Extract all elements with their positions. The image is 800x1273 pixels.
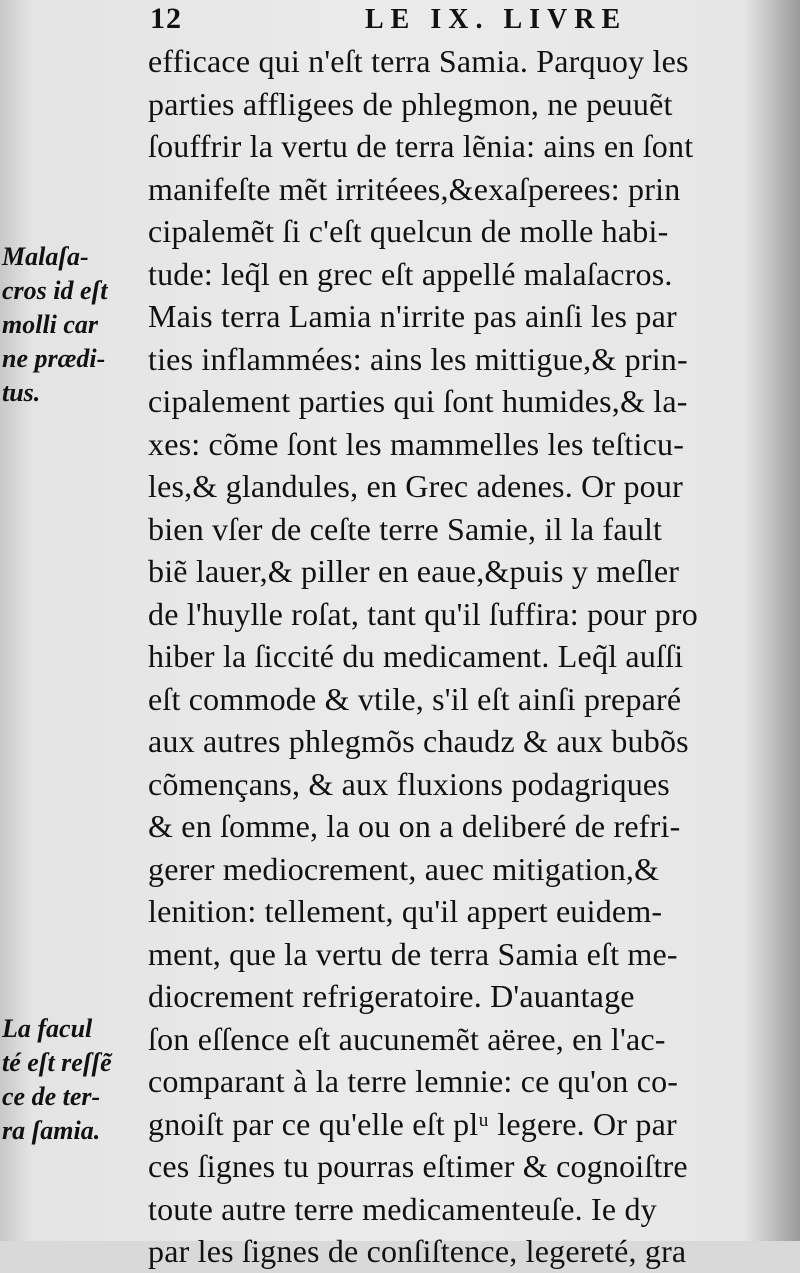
text-line: eſt commode & vtile, s'il eſt ainſi preparé: [148, 680, 682, 717]
text-line: ces ſignes tu pourras eſtimer & cognoiſtre: [148, 1148, 688, 1184]
margin-note-malasacros: [2, 240, 148, 410]
text-line: ſouffrir la vertu de terra lẽnia: ains en ſont: [148, 128, 694, 164]
running-head: LE IX. LIVRE: [365, 4, 628, 35]
text-line: comparant à la terre lemnie: ce qu'on co-: [148, 1063, 679, 1099]
text-line: tude: leq̃l en grec eſt appellé malaſacros.: [148, 255, 673, 292]
page-header: [0, 2, 800, 36]
text-line: biẽ lauer,& piller en eaue,&puis y meſler: [148, 553, 680, 589]
text-line: xes: cõme ſont les mammelles les teſticu-: [148, 425, 685, 462]
text-line: Mais terra Lamia n'irrite pas ainſi les par: [148, 298, 677, 334]
text-line: bien vſer de ceſte terre Samie, il la fault: [148, 510, 663, 547]
margin-note-line: ce de ter-: [2, 1082, 101, 1111]
margin-note-line: La facul: [2, 1014, 93, 1043]
margin-note-line: cros id eſt: [2, 276, 108, 305]
margin-note-line: molli car: [2, 310, 99, 339]
text-line: & en ſomme, la ou on a deliberé de refri-: [148, 808, 681, 844]
text-line: par les ſignes de conſiſtence, legereté, gra: [148, 1233, 687, 1269]
text-line: cipalement parties qui ſont humides,& la-: [148, 383, 688, 419]
margin-note-line: tus.: [2, 378, 41, 407]
margin-note-line: ra ſamia.: [2, 1116, 101, 1145]
margin-note-line: té eſt reſſẽ: [2, 1048, 112, 1077]
page-number: 12: [150, 2, 182, 35]
text-line: ties inflammées: ains les mittigue,& prin-: [148, 340, 688, 377]
text-line: hiber la ſiccité du medicament. Leq̃l auſſi: [148, 638, 684, 674]
text-line: ſon eſſence eſt aucunemẽt aëree, en l'ac-: [148, 1020, 666, 1057]
text-line: gnoiſt par ce qu'elle eſt plᵘ legere. Or par: [148, 1105, 677, 1142]
margin-note-line: Malaſa-: [2, 242, 89, 271]
text-line: diocrement refrigeratoire. D'auantage: [148, 978, 635, 1014]
text-line: cõmençans, & aux fluxions podagriques: [148, 765, 670, 802]
text-line: toute autre terre medicamenteuſe. Ie dy: [148, 1190, 657, 1227]
margin-note-line: ne prædi-: [2, 344, 106, 373]
main-text-block: [148, 40, 798, 1273]
text-line: cipalemẽt ſi c'eſt quelcun de molle habi-: [148, 213, 669, 249]
text-line: efficace qui n'eſt terra Samia. Parquoy les: [148, 43, 689, 79]
margin-note-faculte: [2, 1012, 148, 1148]
text-line: ment, que la vertu de terra Samia eſt me-: [148, 935, 678, 972]
text-line: manifeſte mẽt irritéees,&exaſperees: prin: [148, 170, 681, 207]
text-line: parties affligees de phlegmon, ne peuuẽt: [148, 85, 673, 122]
text-line: gerer mediocrement, auec mitigation,&: [148, 850, 660, 887]
text-line: aux autres phlegmõs chaudz & aux bubõs: [148, 723, 689, 759]
text-line: lenition: tellement, qu'il appert euidem-: [148, 893, 663, 929]
text-line: les,& glandules, en Grec adenes. Or pour: [148, 468, 683, 504]
text-line: de l'huylle roſat, tant qu'il ſuffira: pour pro: [148, 595, 698, 632]
